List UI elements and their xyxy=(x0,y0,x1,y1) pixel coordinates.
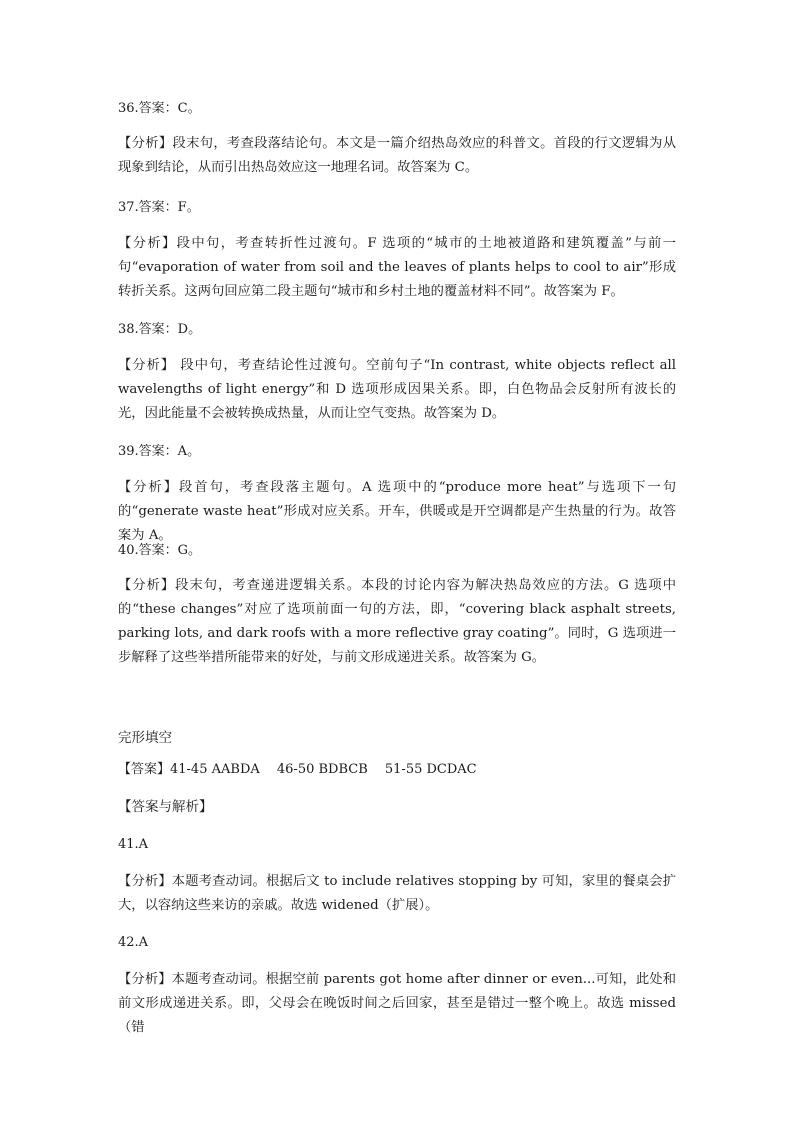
q38-analysis: 【分析】 段中句，考查结论性过渡句。空前句子“In contrast, white objects reflect all wavelengths of light energy”和 D 选项形成因果关系。即，白色物品会反射所有波长的光，因此能量不会被转换成热量，从而让空气变热。故答案为 D。 xyxy=(118,358,676,421)
q42-analysis: 【分析】本题考查动词。根据空前 parents got home after dinner or even...可知，此处和前文形成递进关系。即，父母会在晚饭时间之后回家，甚至是错过一整个晚上。故选 missed（错 xyxy=(118,972,676,1035)
q38-answer: 38.答案：D。 xyxy=(118,322,202,337)
q37-analysis: 【分析】段中句，考查转折性过渡句。F 选项的“城市的土地被道路和建筑覆盖”与前一句“evaporation of water from soil and the leaves of plants helps to cool to air”形成转折关系。这两句回应第二段主题句“城市和乡村土地的覆盖材料不同”。故答案为 F。 xyxy=(118,236,676,299)
q37-answer: 37.答案：F。 xyxy=(118,200,200,215)
q39-analysis: 【分析】段首句，考查段落主题句。A 选项中的“produce more heat”与选项下一句的“generate waste heat”形成对应关系。开车，供暖或是开空调都是产生热量的行为。故答案为 A。 xyxy=(118,480,676,543)
q36-answer: 36.答案：C。 xyxy=(118,101,201,116)
q41-analysis: 【分析】本题考查动词。根据后文 to include relatives stopping by 可知，家里的餐桌会扩大，以容纳这些来访的亲戚。故选 widened（扩展）。 xyxy=(118,874,676,913)
q40-answer: 40.答案：G。 xyxy=(118,543,202,558)
q36-analysis: 【分析】段末句，考查段落结论句。本文是一篇介绍热岛效应的科普文。首段的行文逻辑为从现象到结论，从而引出热岛效应这一地理名词。故答案为 C。 xyxy=(118,136,676,175)
q40-analysis: 【分析】段末句，考查递进逻辑关系。本段的讨论内容为解决热岛效应的方法。G 选项中的“these changes”对应了选项前面一句的方法，即，“covering black asphalt streets, parking lots, and dark roofs with a more reflective gray coating”。同时，G 选项进一步解释了这些举措所能带来的好处，与前文形成递进关系。故答案为 G。 xyxy=(118,578,676,665)
q41-answer: 41.A xyxy=(118,837,149,852)
q39-answer: 39.答案：A。 xyxy=(118,444,201,459)
q42-answer: 42.A xyxy=(118,935,149,950)
cloze-answer-key: 【答案】41-45 AABDA 46-50 BDBCB 51-55 DCDAC xyxy=(118,762,477,777)
cloze-explanation-heading: 【答案与解析】 xyxy=(118,799,213,815)
cloze-title: 完形填空 xyxy=(118,730,172,746)
